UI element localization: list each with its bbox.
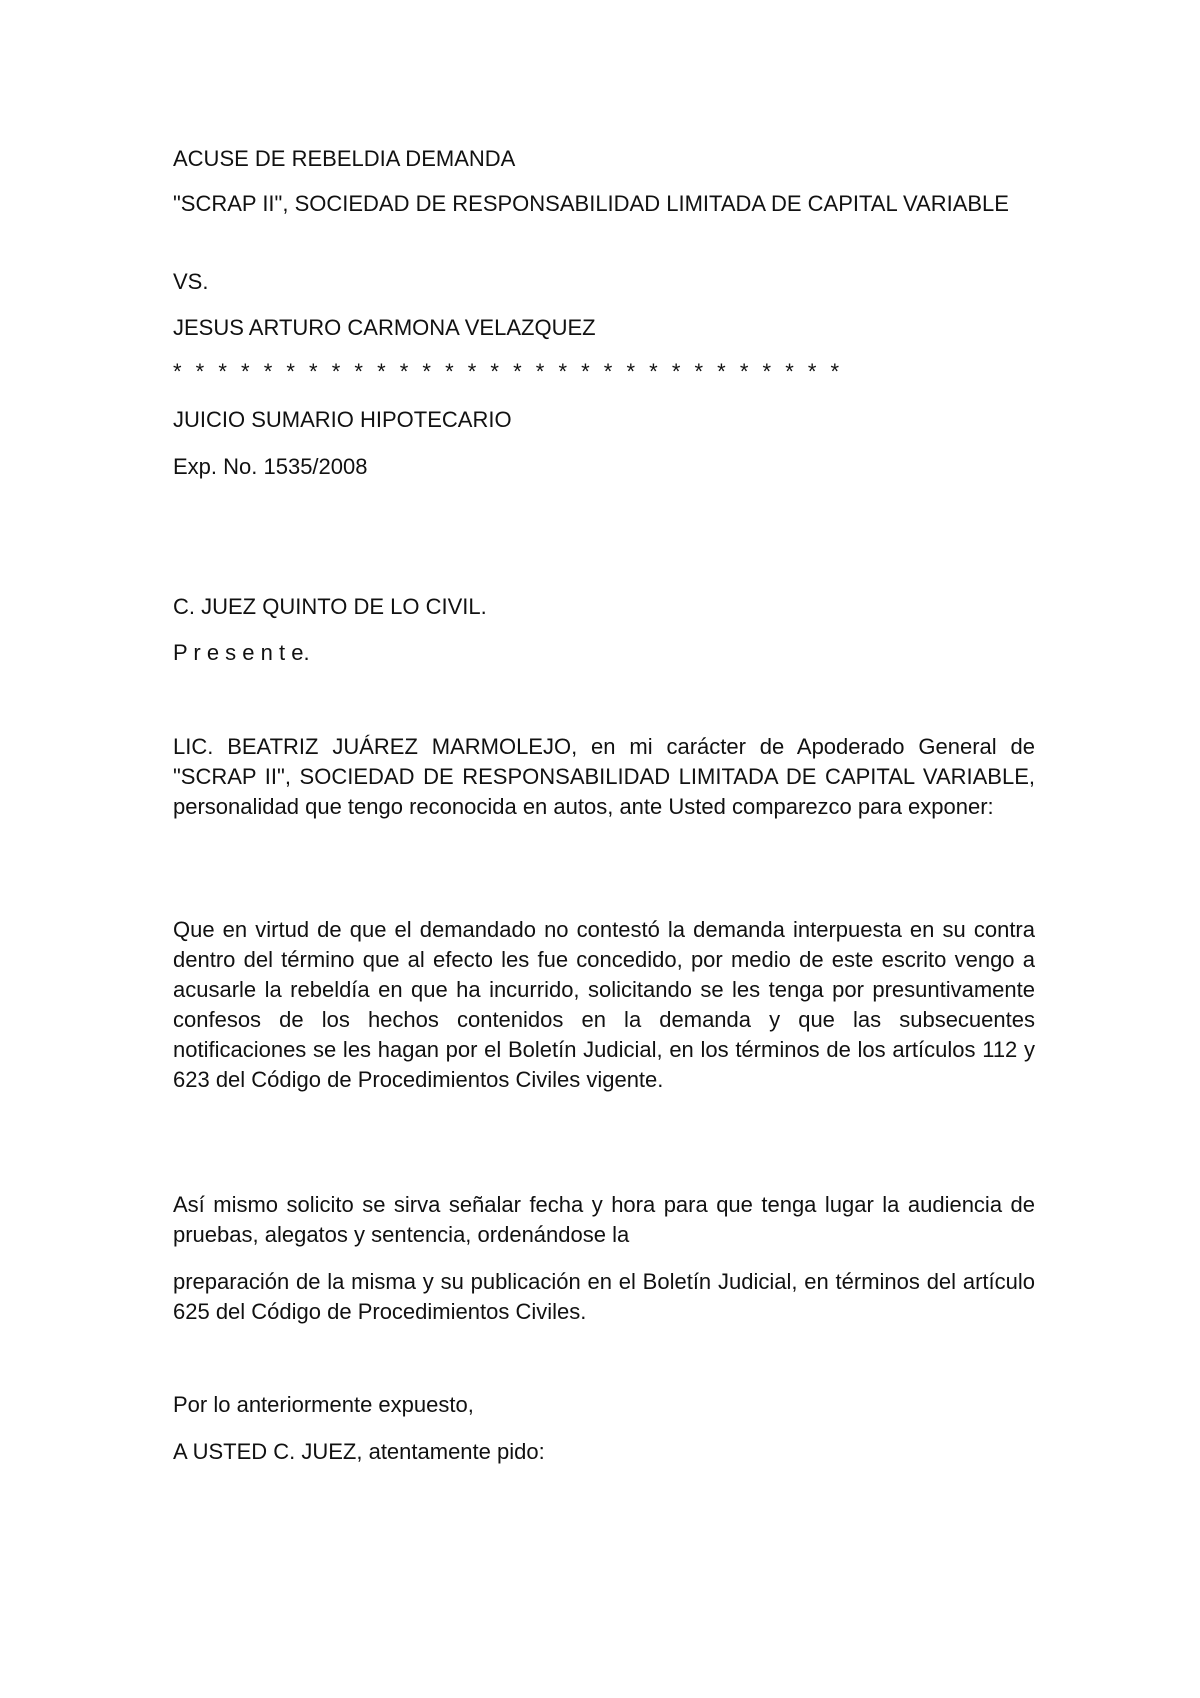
document-title: ACUSE DE REBELDIA DEMANDA (173, 146, 516, 171)
plaintiff-name: "SCRAP II", SOCIEDAD DE RESPONSABILIDAD LIMITADA DE CAPITAL VARIABLE (173, 191, 1009, 216)
case-type: JUICIO SUMARIO HIPOTECARIO (173, 407, 512, 432)
presente-line: P r e s e n t e. (173, 640, 310, 665)
separator-stars: * * * * * * * * * * * * * * * * * * * * * * * * * * * * * * (173, 359, 844, 384)
body-paragraph-3: preparación de la misma y su publicación en el Boletín Judicial, en términos del artículo 625 del Código de Procedimientos Civiles. (173, 1269, 1035, 1324)
intro-paragraph: LIC. BEATRIZ JUÁREZ MARMOLEJO, en mi carácter de Apoderado General de "SCRAP II", SOCIEDAD DE RESPONSABILIDAD LIMITADA DE CAPITAL VARIABLE, personalidad que tengo reconocida en autos, ante Usted comparezco para exponer: (173, 734, 1035, 819)
defendant-name: JESUS ARTURO CARMONA VELAZQUEZ (173, 315, 596, 340)
closing-line-1: Por lo anteriormente expuesto, (173, 1392, 474, 1417)
body-paragraph-1: Que en virtud de que el demandado no contestó la demanda interpuesta en su contra dentro del término que al efecto les fue concedido, por medio de este escrito vengo a acusarle la rebeldía en que ha incurrido, solicitando se les tenga por presuntivamente confesos de los hechos contenidos en la demanda y que las subsecuentes notificaciones se les hagan por el Boletín Judicial, en los términos de los artículos 112 y 623 del Código de Procedimientos Civiles vigente. (173, 917, 1035, 1092)
closing-line-2: A USTED C. JUEZ, atentamente pido: (173, 1439, 545, 1464)
addressee: C. JUEZ QUINTO DE LO CIVIL. (173, 594, 487, 619)
document-page (173, 0, 1035, 1698)
versus-label: VS. (173, 269, 209, 294)
body-paragraph-2: Así mismo solicito se sirva señalar fecha y hora para que tenga lugar la audiencia de pruebas, alegatos y sentencia, ordenándose la (173, 1192, 1035, 1247)
file-number: Exp. No. 1535/2008 (173, 454, 368, 479)
